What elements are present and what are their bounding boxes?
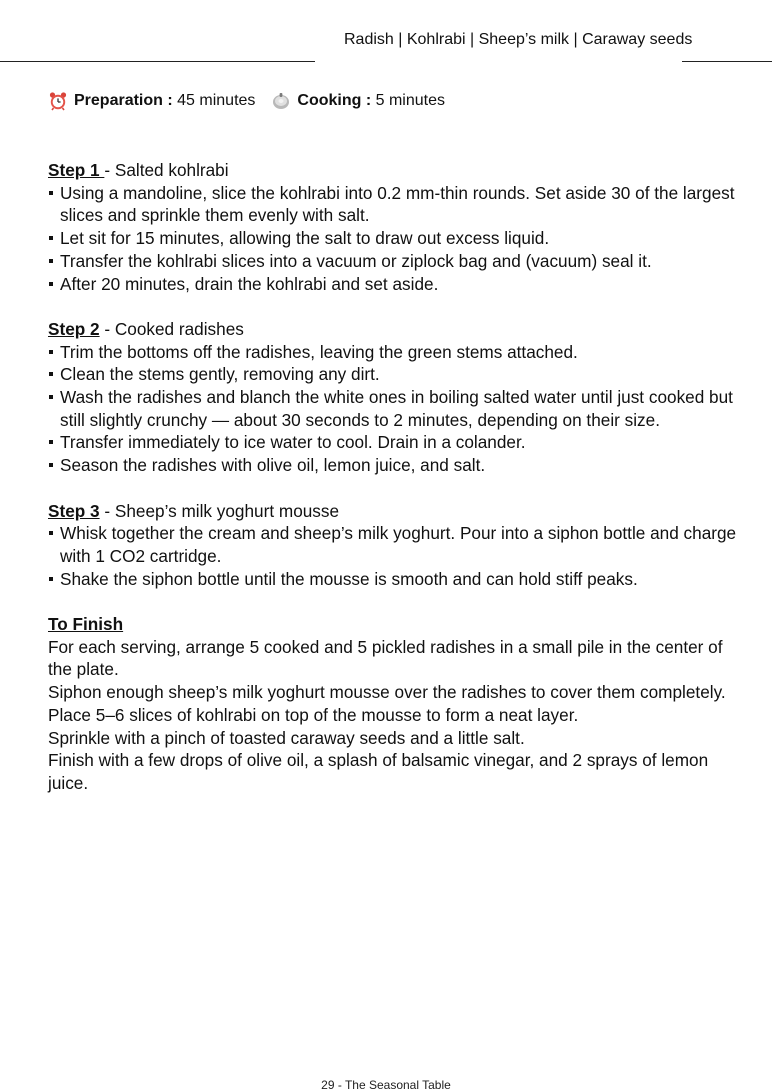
- list-item: After 20 minutes, drain the kohlrabi and set aside.: [48, 273, 738, 296]
- list-item: Transfer the kohlrabi slices into a vacuum or ziplock bag and (vacuum) seal it.: [48, 250, 738, 273]
- header-rule-left: [0, 61, 315, 62]
- alarm-clock-icon: [48, 91, 68, 111]
- finish-paragraph: Place 5–6 slices of kohlrabi on top of the mousse to form a neat layer.: [48, 704, 579, 725]
- finish-heading: [48, 613, 738, 636]
- finish-label: To Finish: [48, 614, 124, 635]
- header-rule-right: [682, 61, 772, 62]
- list-item: Let sit for 15 minutes, allowing the salt to draw out excess liquid.: [48, 227, 738, 250]
- step-1-heading: [48, 159, 738, 182]
- list-item: Using a mandoline, slice the kohlrabi into 0.2 mm-thin rounds. Set aside 30 of the largest slices and sprinkle them evenly with salt.: [48, 182, 738, 227]
- step-3-heading: [48, 500, 738, 523]
- cooking-pot-icon: [271, 91, 291, 111]
- timing-row: [48, 91, 445, 111]
- step-3-title: - Sheep’s milk yoghurt mousse: [99, 500, 340, 521]
- preparation-value: 45 minutes: [177, 92, 256, 109]
- step-2-label: Step 2: [48, 318, 100, 339]
- step-2-section: [48, 318, 738, 477]
- list-item: Clean the stems gently, removing any dirt.: [48, 363, 738, 386]
- step-1-section: [48, 159, 738, 295]
- finish-paragraph: Finish with a few drops of olive oil, a splash of balsamic vinegar, and 2 sprays of lemon juice.: [48, 750, 709, 793]
- list-item: Wash the radishes and blanch the white ones in boiling salted water until just cooked but still slightly crunchy — about 30 seconds to 2 minutes, depending on their size.: [48, 386, 738, 431]
- step-1-list: [48, 182, 738, 296]
- finish-section: [48, 613, 738, 795]
- recipe-content: [48, 159, 738, 795]
- page-header-title: Radish | Kohlrabi | Sheep’s milk | Caraway seeds: [344, 31, 693, 48]
- step-3-list: [48, 522, 738, 590]
- preparation-label: Preparation :: [74, 92, 173, 109]
- list-item: Season the radishes with olive oil, lemon juice, and salt.: [48, 454, 738, 477]
- step-1-title: - Salted kohlrabi: [104, 160, 229, 180]
- finish-paragraph: Siphon enough sheep’s milk yoghurt mousse over the radishes to cover them completely.: [48, 682, 726, 703]
- step-2-list: [48, 341, 738, 477]
- page-footer: 29 - The Seasonal Table: [321, 1078, 451, 1092]
- step-3-section: [48, 500, 738, 591]
- list-item: Whisk together the cream and sheep’s milk yoghurt. Pour into a siphon bottle and charge with 1 CO2 cartridge.: [48, 522, 738, 567]
- finish-paragraph: For each serving, arrange 5 cooked and 5 pickled radishes in a small pile in the center of the plate.: [48, 636, 723, 680]
- list-item: Shake the siphon bottle until the mousse is smooth and can hold stiff peaks.: [48, 568, 738, 591]
- list-item: Trim the bottoms off the radishes, leaving the green stems attached.: [48, 341, 738, 364]
- cooking-label: Cooking :: [297, 92, 372, 109]
- step-2-title: - Cooked radishes: [99, 318, 244, 339]
- step-1-label: Step 1: [48, 160, 105, 180]
- step-3-label: Step 3: [48, 500, 100, 521]
- step-2-heading: [48, 318, 738, 341]
- list-item: Transfer immediately to ice water to cool. Drain in a colander.: [48, 431, 738, 454]
- cooking-value: 5 minutes: [375, 92, 445, 109]
- finish-paragraph: Sprinkle with a pinch of toasted caraway seeds and a little salt.: [48, 727, 525, 748]
